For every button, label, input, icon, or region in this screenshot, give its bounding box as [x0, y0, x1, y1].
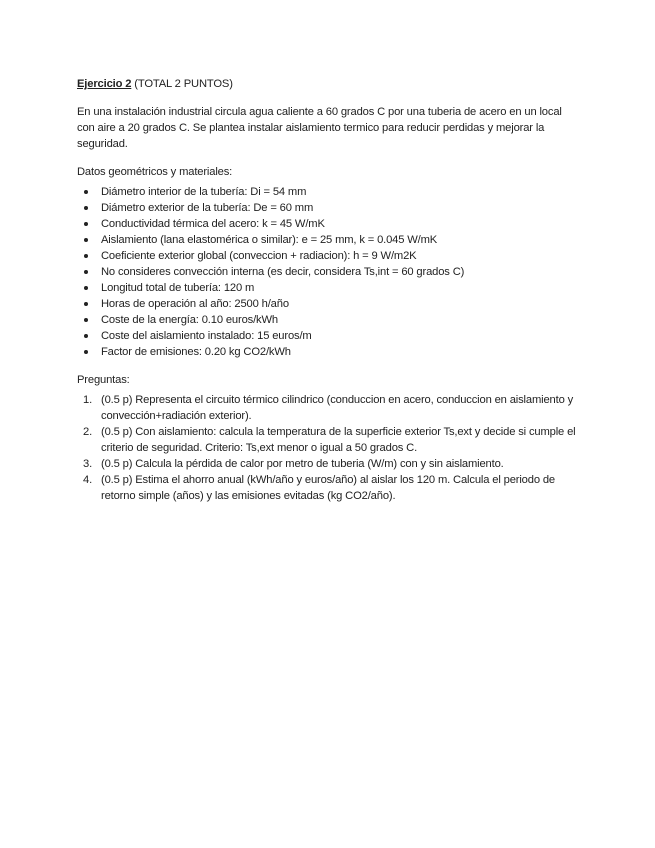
list-item: [77, 344, 577, 360]
bullet-icon: [84, 350, 88, 354]
bullet-icon: [84, 334, 88, 338]
list-item: [77, 312, 577, 328]
bullet-icon: [84, 270, 88, 274]
exercise-heading: [77, 76, 577, 92]
exercise-title: Ejercicio 2: [77, 78, 132, 90]
list-item-text: Longitud total de tubería: 120 m: [101, 282, 255, 294]
bullet-icon: [84, 206, 88, 210]
question-item: [77, 392, 577, 424]
question-number: 3.: [83, 458, 93, 470]
list-item: [77, 328, 577, 344]
list-item-text: Horas de operación al año: 2500 h/año: [101, 298, 289, 310]
question-item: [77, 472, 577, 504]
question-number: 4.: [83, 474, 93, 486]
list-item-text: Aislamiento (lana elastomérica o similar): e = 25 mm, k = 0.045 W/mK: [101, 234, 438, 246]
list-item: [77, 264, 577, 280]
list-item: [77, 216, 577, 232]
question-number: 2.: [83, 426, 93, 438]
bullet-icon: [84, 254, 88, 258]
list-item: [77, 248, 577, 264]
list-item-text: Coste de la energía: 0.10 euros/kWh: [101, 314, 278, 326]
list-item: [77, 184, 577, 200]
question-text: (0.5 p) Estima el ahorro anual (kWh/año y euros/año) al aislar los 120 m. Calcula el periodo de retorno simple (años) y las emisiones evitadas (kg CO2/año).: [101, 474, 555, 502]
list-item-text: Diámetro interior de la tubería: Di = 54 mm: [101, 186, 307, 198]
intro-paragraph: En una instalación industrial circula agua caliente a 60 grados C por una tuberia de acero en un local con aire a 20 grados C. Se plantea instalar aislamiento termico para reducir perdidas y mejorar la seguridad.: [77, 106, 562, 150]
question-number: 1.: [83, 394, 93, 406]
list-item-text: Coste del aislamiento instalado: 15 euros/m: [101, 330, 312, 342]
questions-heading: Preguntas:: [77, 374, 130, 386]
list-item: [77, 200, 577, 216]
data-list: [77, 184, 577, 360]
bullet-icon: [84, 302, 88, 306]
bullet-icon: [84, 318, 88, 322]
list-item: [77, 296, 577, 312]
list-item-text: Diámetro exterior de la tubería: De = 60 mm: [101, 202, 314, 214]
list-item-text: Conductividad térmica del acero: k = 45 W/mK: [101, 218, 325, 230]
list-item-text: Factor de emisiones: 0.20 kg CO2/kWh: [101, 346, 291, 358]
questions-list: [77, 392, 577, 504]
list-item: [77, 232, 577, 248]
question-text: (0.5 p) Con aislamiento: calcula la temperatura de la superficie exterior Ts,ext y decide si cumple el criterio de seguridad. Criterio: Ts,ext menor o igual a 50 grados C.: [101, 426, 576, 454]
question-item: [77, 456, 577, 472]
list-item-text: Coeficiente exterior global (conveccion + radiacion): h = 9 W/m2K: [101, 250, 417, 262]
list-item-text: No consideres convección interna (es decir, considera Ts,int = 60 grados C): [101, 266, 465, 278]
bullet-icon: [84, 222, 88, 226]
question-text: (0.5 p) Calcula la pérdida de calor por metro de tuberia (W/m) con y sin aislamiento.: [101, 458, 504, 470]
question-item: [77, 424, 577, 456]
question-text: (0.5 p) Representa el circuito térmico cilindrico (conduccion en acero, conduccion en aislamiento y convección+radiación exterior).: [101, 394, 574, 422]
bullet-icon: [84, 286, 88, 290]
bullet-icon: [84, 238, 88, 242]
list-item: [77, 280, 577, 296]
bullet-icon: [84, 190, 88, 194]
exercise-points: (TOTAL 2 PUNTOS): [131, 78, 233, 90]
data-heading: Datos geométricos y materiales:: [77, 166, 233, 178]
document-page: [77, 76, 577, 504]
